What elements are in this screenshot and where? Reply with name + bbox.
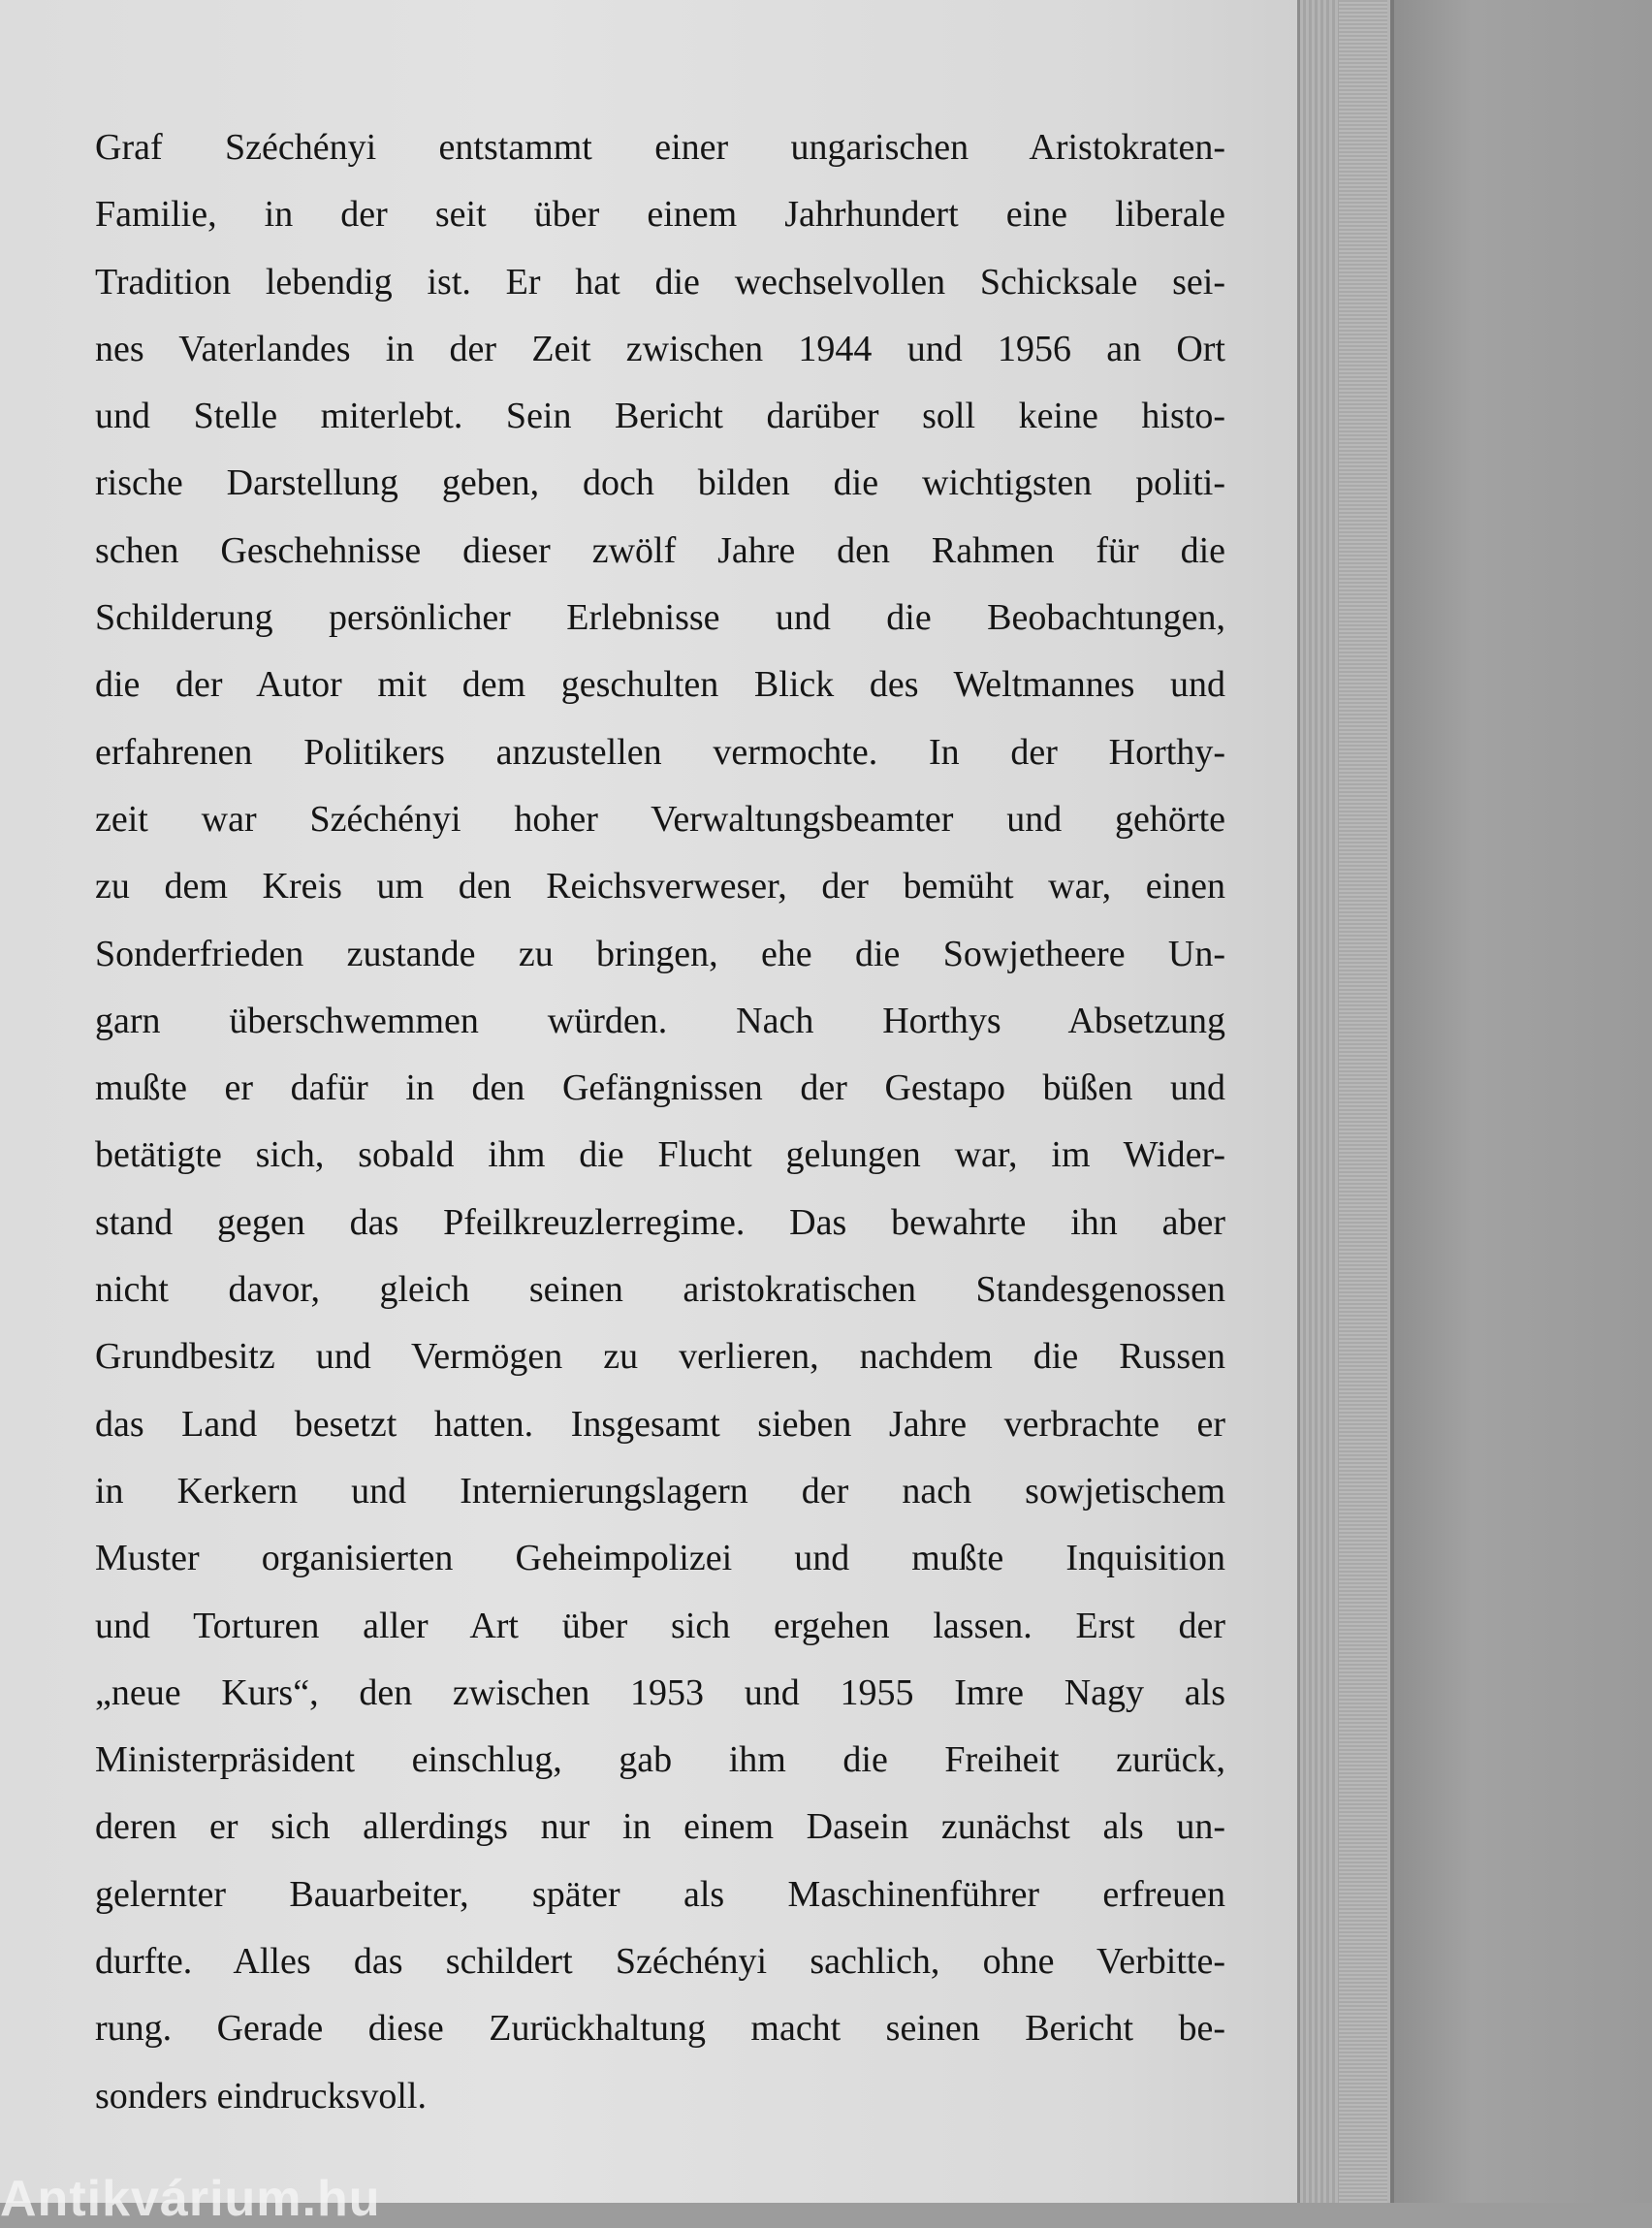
spine-cloth [1339,0,1387,2203]
text-line: Sonderfrieden zustande zu bringen, ehe die Sowjetheere Un- [95,933,1225,974]
watermark: Antikvárium.hu [0,2171,381,2227]
text-line: das Land besetzt hatten. Insgesamt sieben Jahre verbrachte er [95,1403,1225,1445]
text-line: deren er sich allerdings nur in einem Dasein zunächst als un- [95,1806,1225,1848]
background-surface [1394,0,1652,2203]
text-line: und Stelle miterlebt. Sein Bericht darüber soll keine histo- [95,396,1225,437]
text-line: Graf Széchényi entstammt einer ungarischen Aristokraten- [95,127,1225,168]
text-line: zu dem Kreis um den Reichsverweser, der bemüht war, einen [95,866,1225,907]
text-line: rung. Gerade diese Zurückhaltung macht seinen Bericht be- [95,2008,1225,2050]
text-line: nicht davor, gleich seinen aristokratischen Standesgenossen [95,1269,1225,1311]
text-line: Tradition lebendig ist. Er hat die wechselvollen Schicksale sei- [95,261,1225,302]
text-line: nes Vaterlandes in der Zeit zwischen 1944 und 1956 an Ort [95,328,1225,369]
text-line: und Torturen aller Art über sich ergehen lassen. Erst der [95,1605,1225,1646]
text-line: die der Autor mit dem geschulten Blick des Weltmannes und [95,664,1225,706]
text-line: Ministerpräsident einschlug, gab ihm die Freiheit zurück, [95,1739,1225,1781]
text-line: in Kerkern und Internierungslagern der nach sowjetischem [95,1470,1225,1512]
blurb-text [95,114,1225,2130]
text-line: garn überschwemmen würden. Nach Horthys Absetzung [95,1000,1225,1041]
text-line: rische Darstellung geben, doch bilden die wichtigsten politi- [95,462,1225,504]
text-line: zeit war Széchényi hoher Verwaltungsbeamter und gehörte [95,798,1225,840]
text-line: schen Geschehnisse dieser zwölf Jahre den Rahmen für die [95,529,1225,571]
text-line: „neue Kurs“, den zwischen 1953 und 1955 Imre Nagy als [95,1671,1225,1713]
text-line: sonders eindrucksvoll. [95,2075,427,2117]
text-line: betätigte sich, sobald ihm die Flucht gelungen war, im Wider- [95,1134,1225,1176]
text-line: durfte. Alles das schildert Széchényi sachlich, ohne Verbitte- [95,1941,1225,1983]
book-spine [1297,0,1394,2203]
text-line: gelernter Bauarbeiter, später als Maschinenführer erfreuen [95,1873,1225,1915]
text-line: Muster organisierten Geheimpolizei und mußte Inquisition [95,1538,1225,1579]
text-line: erfahrenen Politikers anzustellen vermochte. In der Horthy- [95,731,1225,773]
text-line: stand gegen das Pfeilkreuzlerregime. Das bewahrte ihn aber [95,1201,1225,1243]
text-line: mußte er dafür in den Gefängnissen der Gestapo büßen und [95,1067,1225,1109]
text-line: Grundbesitz und Vermögen zu verlieren, nachdem die Russen [95,1336,1225,1378]
text-line: Schilderung persönlicher Erlebnisse und die Beobachtungen, [95,597,1225,639]
text-line: Familie, in der seit über einem Jahrhundert eine liberale [95,194,1225,236]
